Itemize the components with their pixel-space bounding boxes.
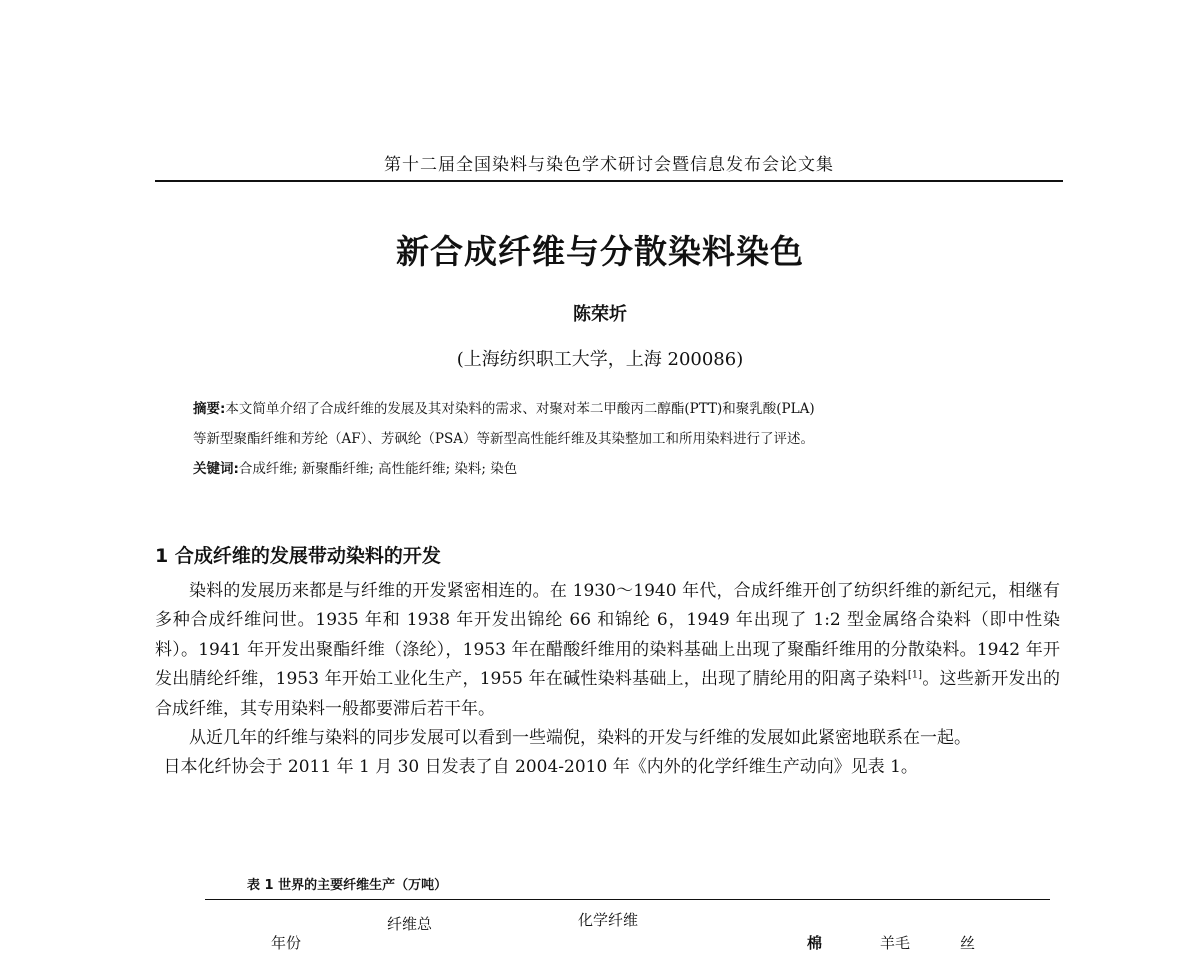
keywords-label: 关键词: [193,461,239,477]
abstract-text-1: 本文简单介绍了合成纤维的发展及其对染料的需求、对聚对苯二甲酸丙二醇酯(PTT)和聚乳酸(PLA) [225,401,815,417]
abstract-label: 摘要: [193,401,226,417]
table-header-year: 年份 [271,934,302,952]
table-header-silk: 丝 [960,934,976,952]
paragraph-1-text-b: 。这些新开发出的合成纤维，其专用染料一般都要滞后若干年。 [155,669,1060,719]
table-header-total: 纤维总 [387,915,433,933]
table-caption: 表 1 世界的主要纤维生产（万吨） [247,878,448,893]
abstract-text-2: 等新型聚酯纤维和芳纶（AF）、芳砜纶（PSA）等新型高性能纤维及其染整加工和所用染料进行了评述。 [193,431,814,447]
paragraph-1-text-a: 染料的发展历来都是与纤维的开发紧密相连的。在 1930～1940 年代，合成纤维开创了纺织纤维的新纪元，相继有多种合成纤维问世。1935 年和 1938 年开发出锦纶 66 和锦纶 6，1949 年出现了 1:2 型金属络合染料（即中性染料）。1941 年开发出聚酯纤维（涤纶），1953 年在醋酸纤维用的染料基础上出现了聚酯纤维用的分散染料。1942 年开发出腈纶纤维，1953 年开始工业化生产，1955 年在碱性染料基础上，出现了腈纶用的阳离子染料 [155,581,1060,690]
abstract-block [193,394,1053,484]
table-top-rule [205,899,1050,900]
paragraph-3: 日本化纤协会于 2011 年 1 月 30 日发表了自 2004-2010 年《内外的化学纤维生产动向》见表 1。 [163,757,918,778]
abstract-line-2 [193,424,1053,454]
citation-ref: [1] [907,669,923,681]
keywords-text: 合成纤维; 新聚酯纤维; 高性能纤维; 染料; 染色 [238,461,518,477]
keywords-line [193,454,1053,484]
paragraph-1 [155,577,1060,724]
author-affiliation: (上海纺织职工大学，上海 200086) [456,349,744,370]
paper-title: 新合成纤维与分散染料染色 [396,232,804,271]
body-text [155,577,1060,783]
running-head: 第十二届全国染料与染色学术研讨会暨信息发布会论文集 [384,155,834,175]
table-header-wool: 羊毛 [880,934,911,952]
header-rule [155,180,1063,182]
author-name: 陈荣圻 [573,304,627,325]
abstract-line-1 [193,394,1053,424]
table-header-cotton: 棉 [807,934,823,952]
table-header-chem: 化学纤维 [578,911,639,929]
paragraph-2: 从近几年的纤维与染料的同步发展可以看到一些端倪，染料的开发与纤维的发展如此紧密地联系在一起。 [189,728,971,749]
section-heading: 1 合成纤维的发展带动染料的开发 [155,545,441,567]
